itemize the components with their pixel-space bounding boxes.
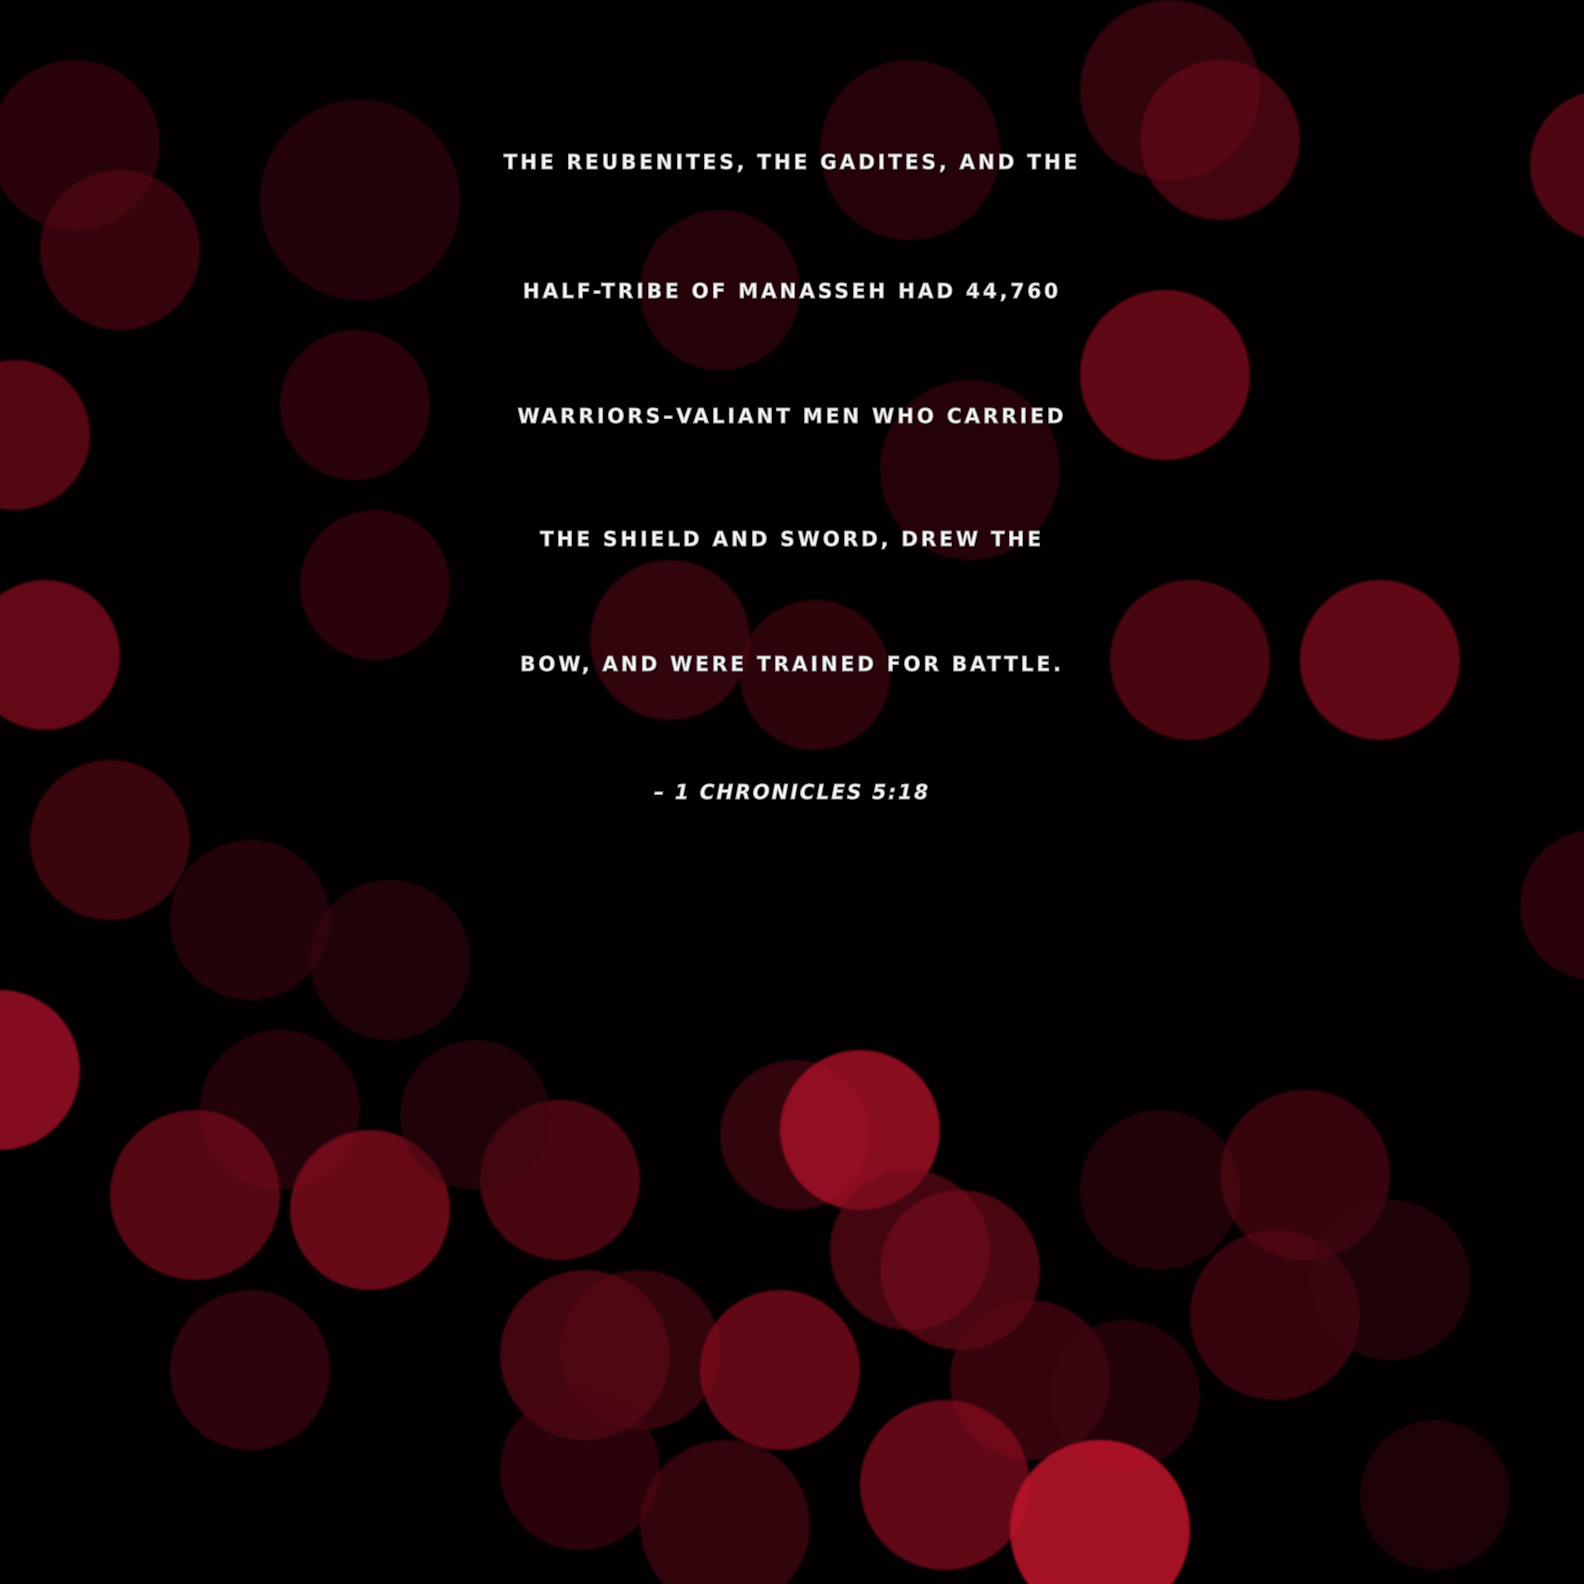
bokeh-circle [400,1040,550,1190]
bokeh-circle [1310,1200,1470,1360]
bokeh-circle [700,1290,860,1450]
bokeh-circle [110,1110,280,1280]
verse-line-3: WARRIORS–VALIANT MEN WHO CARRIED [517,404,1067,428]
bokeh-circle [860,1400,1030,1570]
bokeh-circle [1140,60,1300,220]
bokeh-circle [640,1440,810,1584]
bokeh-circle [310,880,470,1040]
verse-line-2: HALF-TRIBE OF MANASSEH HAD 44,760 [522,279,1062,303]
bokeh-circle [1520,830,1584,980]
verse-line-4: THE SHIELD AND SWORD, DREW THE [539,527,1045,551]
bokeh-circle [0,990,80,1150]
verse-line-5: BOW, AND WERE TRAINED FOR BATTLE. [520,652,1064,676]
bokeh-circle [170,1290,330,1450]
verse-line-1: THE REUBENITES, THE GADITES, AND THE [503,150,1081,174]
bokeh-circle [1080,290,1250,460]
bokeh-circle [0,360,90,510]
bokeh-circle [170,840,330,1000]
bokeh-circle [40,170,200,330]
bokeh-circle [500,1390,660,1550]
bokeh-circle [1360,1420,1510,1570]
verse-reference: – 1 CHRONICLES 5:18 [653,780,931,804]
bokeh-circle [260,100,460,300]
bokeh-circle [590,560,750,720]
bokeh-circle [1080,1110,1240,1270]
bokeh-circle [1010,1440,1190,1584]
